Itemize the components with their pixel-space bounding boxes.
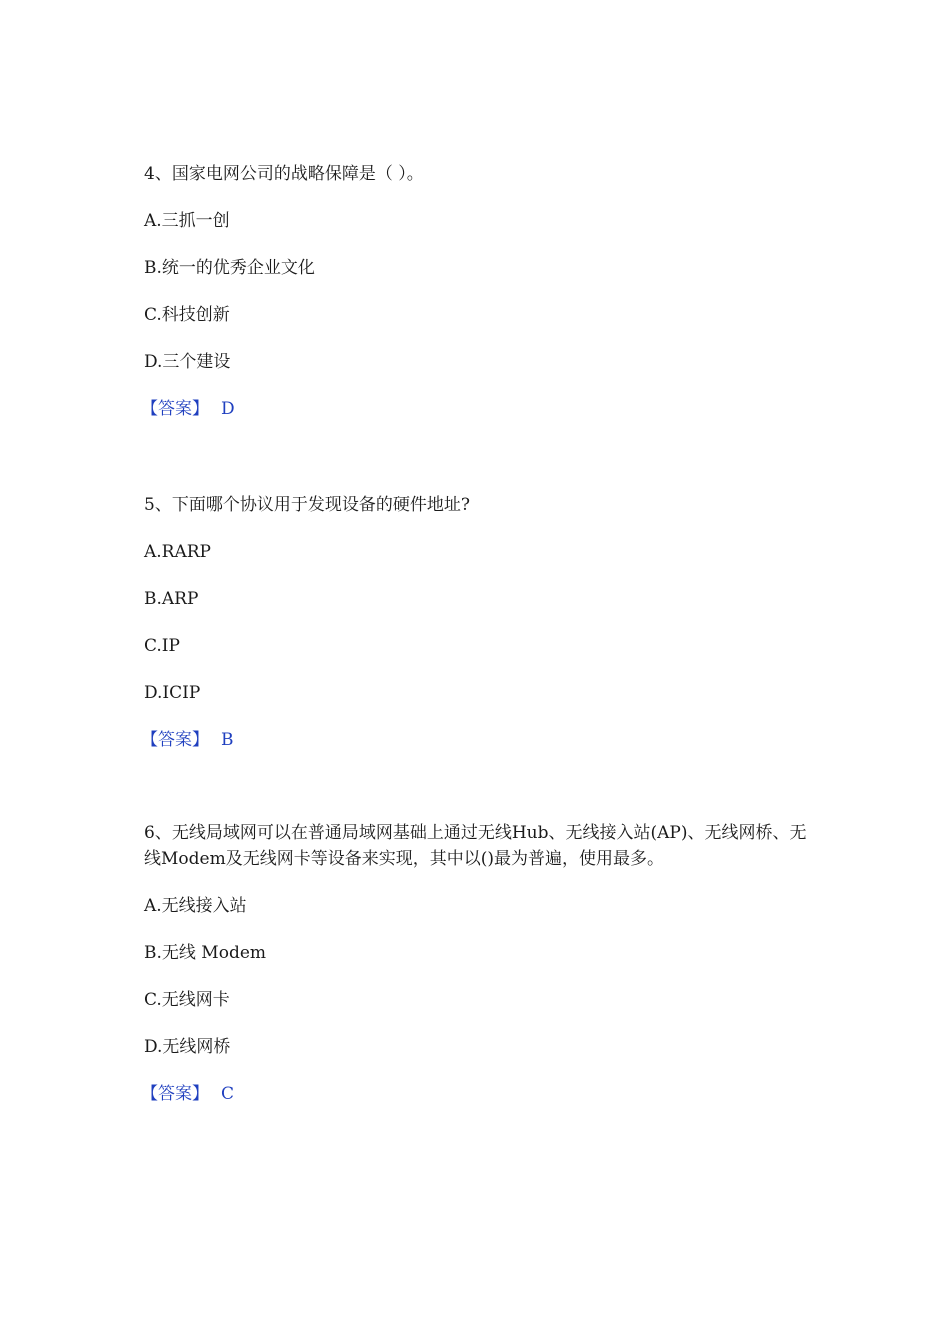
option-b: B.无线 Modem (144, 943, 267, 963)
answer-label: 【答案】 (141, 730, 209, 750)
option-c: C.无线网卡 (144, 990, 230, 1010)
option-c: C.科技创新 (144, 305, 230, 325)
answer-value: D (221, 399, 235, 419)
answer-line (141, 727, 814, 753)
question-4 (141, 161, 814, 422)
question-stem: 6、无线局域网可以在普通局域网基础上通过无线Hub、无线接入站(AP)、无线网桥、无线Modem及无线网卡等设备来实现，其中以()最为普遍，使用最多。 (144, 823, 807, 869)
answer-value: C (221, 1084, 235, 1104)
question-stem: 4、国家电网公司的战略保障是（ ）。 (144, 164, 424, 184)
option-d: D.无线网桥 (144, 1037, 231, 1057)
option-d: D.ICIP (144, 683, 201, 703)
option-c: C.IP (144, 636, 180, 656)
option-a: A.RARP (144, 542, 211, 562)
answer-label: 【答案】 (141, 1084, 209, 1104)
question-5 (141, 492, 814, 753)
answer-label: 【答案】 (141, 399, 209, 419)
option-d: D.三个建设 (144, 352, 231, 372)
option-b: B.ARP (144, 589, 199, 609)
question-stem: 5、下面哪个协议用于发现设备的硬件地址? (144, 495, 470, 515)
answer-value: B (221, 730, 234, 750)
option-a: A.三抓一创 (144, 211, 230, 231)
question-6 (141, 820, 814, 1107)
answer-line (141, 396, 814, 422)
option-a: A.无线接入站 (144, 896, 247, 916)
answer-line (141, 1081, 814, 1107)
option-b: B.统一的优秀企业文化 (144, 258, 315, 278)
